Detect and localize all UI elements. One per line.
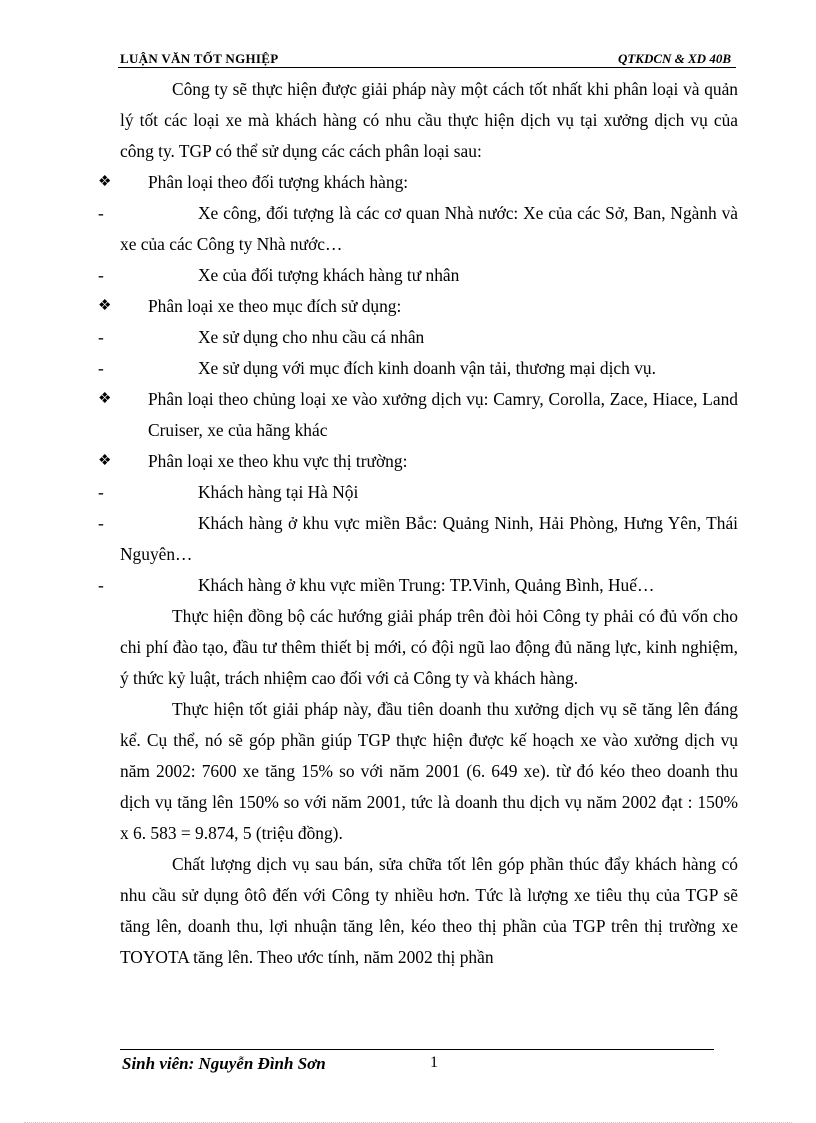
bullet-item: [98, 446, 738, 477]
footer-divider: [120, 1049, 714, 1050]
dash-marker: -: [98, 327, 104, 347]
dash-text: Xe sử dụng với mục đích kinh doanh vận tải, thương mại dịch vụ.: [198, 358, 656, 378]
bullet-text: Phân loại theo đối tượng khách hàng:: [148, 172, 409, 192]
dash-marker: -: [98, 265, 104, 285]
header-class-code: QTKDCN & XD 40B: [617, 51, 731, 66]
dash-item: [98, 322, 738, 353]
bullet-text: Phân loại xe theo mục đích sử dụng:: [148, 296, 402, 316]
dash-item: [98, 570, 738, 601]
dash-text: Xe sử dụng cho nhu cầu cá nhân: [198, 327, 425, 347]
dash-text: Xe công, đối tượng là các cơ quan Nhà nước: Xe của các Sở, Ban, Ngành và xe của các Công ty Nhà nước…: [120, 203, 738, 254]
dash-text: Khách hàng ở khu vực miền Bắc: Quảng Ninh, Hải Phòng, Hưng Yên, Thái Nguyên…: [120, 513, 738, 564]
header-title: LUẬN VĂN TỐT NGHIỆP: [120, 51, 279, 66]
paragraph-quality: Chất lượng dịch vụ sau bán, sửa chữa tốt lên góp phần thúc đẩy khách hàng có nhu cầu sử dụng ôtô đến với Công ty nhiều hơn. Tức là lượng xe tiêu thụ của TGP sẽ tăng lên, doanh thu, lợi nhuận tăng lên, kéo theo thị phần của TGP trên thị trường xe TOYOTA tăng lên. Theo ước tính, năm 2002 thị phần: [120, 854, 738, 967]
document-body: [98, 74, 738, 973]
dash-text: Khách hàng ở khu vực miền Trung: TP.Vinh, Quảng Bình, Huế…: [198, 575, 655, 595]
dash-item: [98, 508, 738, 570]
paragraph-intro: Công ty sẽ thực hiện được giải pháp này một cách tốt nhất khi phân loại và quản lý tốt các loại xe mà khách hàng có nhu cầu thực hiện dịch vụ tại xưởng dịch vụ của công ty. TGP có thể sử dụng các cách phân loại sau:: [120, 79, 738, 161]
paragraph-requirements: Thực hiện đồng bộ các hướng giải pháp trên đòi hỏi Công ty phải có đủ vốn cho chi phí đào tạo, đầu tư thêm thiết bị mới, có đội ngũ lao động đủ năng lực, kinh nghiệm, ý thức kỷ luật, trách nhiệm cao đối với cả Công ty và khách hàng.: [120, 606, 738, 688]
dash-marker: -: [98, 513, 104, 533]
diamond-bullet-icon: ❖: [98, 174, 112, 190]
dash-item: [98, 198, 738, 260]
bullet-text: Phân loại theo chủng loại xe vào xưởng dịch vụ: Camry, Corolla, Zace, Hiace, Land Cruiser, xe của hãng khác: [148, 389, 738, 440]
bullet-item: [98, 167, 738, 198]
dash-marker: -: [98, 575, 104, 595]
bullet-item: [98, 384, 738, 446]
dash-item: [98, 353, 738, 384]
diamond-bullet-icon: ❖: [98, 298, 112, 314]
diamond-bullet-icon: ❖: [98, 453, 112, 469]
header-divider: [118, 67, 736, 68]
paragraph-revenue: Thực hiện tốt giải pháp này, đầu tiên doanh thu xưởng dịch vụ sẽ tăng lên đáng kể. Cụ thể, nó sẽ góp phần giúp TGP thực hiện được kế hoạch xe vào xưởng dịch vụ năm 2002: 7600 xe tăng 15% so với năm 2001 (6. 649 xe). từ đó kéo theo doanh thu dịch vụ tăng lên 150% so với năm 2001, tức là doanh thu dịch vụ năm 2002 đạt : 150% x 6. 583 = 9.874, 5 (triệu đồng).: [120, 699, 738, 843]
dash-item: [98, 477, 738, 508]
dash-marker: -: [98, 203, 104, 223]
diamond-bullet-icon: ❖: [98, 391, 112, 407]
bullet-item: [98, 291, 738, 322]
footer-author: Sinh viên: Nguyễn Đình Sơn: [122, 1054, 326, 1073]
dash-marker: -: [98, 358, 104, 378]
bullet-text: Phân loại xe theo khu vực thị trường:: [148, 451, 408, 471]
dash-text: Xe của đối tượng khách hàng tư nhân: [198, 265, 460, 285]
page-number: 1: [430, 1054, 438, 1071]
dash-text: Khách hàng tại Hà Nội: [198, 482, 359, 502]
dash-marker: -: [98, 482, 104, 502]
dash-item: [98, 260, 738, 291]
